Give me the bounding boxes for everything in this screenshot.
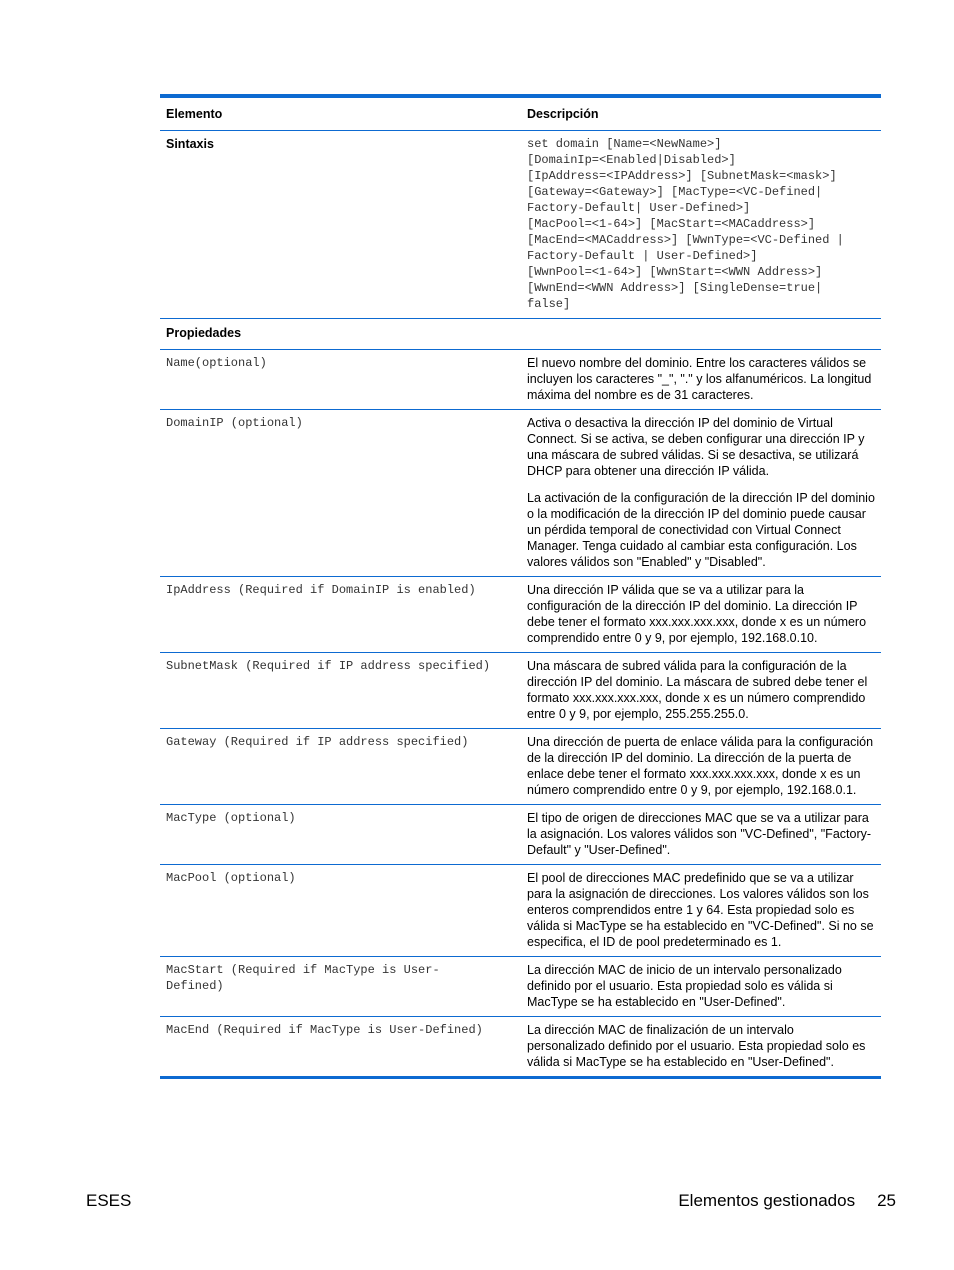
description-paragraph: Activa o desactiva la dirección IP del dominio de Virtual Connect. Si se activa, se deben configurar una dirección IP y una máscara de subred válidas. Si se desactiva, se utilizará DHCP para obtener una dirección IP válida. bbox=[527, 416, 865, 478]
description-paragraph: Una máscara de subred válida para la configuración de la dirección IP del dominio. La máscara de subred debe tener el formato xxx.xxx.xxx.xxx, donde x es un número comprendido entre 0 y 9, por ejemplo, 255.255.255.0. bbox=[527, 659, 868, 721]
description-paragraph: El nuevo nombre del dominio. Entre los caracteres válidos se incluyen los caracteres "_", "." y los alfanuméricos. La longitud máxima del nombre es de 31 caracteres. bbox=[527, 356, 872, 402]
property-description bbox=[521, 865, 881, 956]
table-row bbox=[160, 804, 881, 864]
property-description bbox=[521, 729, 881, 804]
column-header-element: Elemento bbox=[166, 107, 223, 121]
footer-section-title: Elementos gestionados bbox=[678, 1191, 856, 1210]
description-paragraph: El tipo de origen de direcciones MAC que se va a utilizar para la asignación. Los valores válidos son "VC-Defined", "Factory-Default" y "User-Defined". bbox=[527, 811, 872, 857]
property-name: MacType (optional) bbox=[166, 811, 296, 825]
property-description bbox=[521, 577, 881, 652]
property-name: MacStart (Required if MacType is User- Defined) bbox=[166, 963, 440, 993]
column-header-description: Descripción bbox=[527, 107, 599, 121]
table-row bbox=[160, 349, 881, 409]
properties-header-row bbox=[160, 318, 881, 349]
property-name: MacPool (optional) bbox=[166, 871, 296, 885]
syntax-code: set domain [Name=<NewName>] [DomainIp=<Enabled|Disabled>] [IpAddress=<IPAddress>] [SubnetMask=<mask>] [Gateway=<Gateway>] [MacType=<VC-Defined| Factory-Default| User-Defined>] [MacPool=<1-64>] [MacStart=<MACaddress>] [MacEnd=<MACaddress>] [WwnType=<VC-Defined | Factory-Default | User-Defined>] [WwnPool=<1-64>] [WwnStart=<WWN Address>] [WwnEnd=<WWN Address>] [SingleDense=true| false] bbox=[527, 137, 844, 311]
syntax-label: Sintaxis bbox=[166, 137, 214, 151]
footer-page-info bbox=[678, 1191, 896, 1211]
property-name: Gateway (Required if IP address specified) bbox=[166, 735, 469, 749]
property-description bbox=[521, 653, 881, 728]
property-name: SubnetMask (Required if IP address specified) bbox=[166, 659, 491, 673]
table-row bbox=[160, 576, 881, 652]
property-description bbox=[521, 805, 881, 864]
property-description bbox=[521, 957, 881, 1016]
table-row bbox=[160, 956, 881, 1016]
properties-table bbox=[160, 94, 881, 1079]
property-description bbox=[521, 350, 881, 409]
table-row bbox=[160, 728, 881, 804]
table-header-row bbox=[160, 98, 881, 130]
description-paragraph: El pool de direcciones MAC predefinido que se va a utilizar para la asignación de direcciones. Los valores válidos son los enteros comprendidos entre 1 y 64. Esta propiedad solo es válida si MacType se ha establecido en "VC-Defined". Si no se especifica, el ID de pool predeterminado es 1. bbox=[527, 871, 874, 949]
property-name: IpAddress (Required if DomainIP is enabled) bbox=[166, 583, 476, 597]
description-paragraph: Una dirección IP válida que se va a utilizar para la configuración de la dirección IP del dominio. La dirección IP debe tener el formato xxx.xxx.xxx.xxx, donde x es un número comprendido entre 0 y 9, por ejemplo, 192.168.0.10. bbox=[527, 583, 867, 645]
syntax-row bbox=[160, 130, 881, 318]
property-description bbox=[521, 1017, 881, 1076]
property-name: DomainIP (optional) bbox=[166, 416, 303, 430]
description-paragraph: La activación de la configuración de la dirección IP del dominio o la modificación de la dirección IP del dominio puede causar un pérdida temporal de conectividad con Virtual Connect Manager. Tenga cuidado al cambiar esta configuración. Los valores válidos son "Enabled" y "Disabled". bbox=[527, 491, 875, 569]
description-paragraph: La dirección MAC de finalización de un intervalo personalizado definido por el usuario. Esta propiedad solo es válida si MacType se ha establecido en "User-Defined". bbox=[527, 1023, 866, 1069]
table-row bbox=[160, 864, 881, 956]
footer-language-code: ESES bbox=[86, 1191, 132, 1210]
properties-label: Propiedades bbox=[166, 326, 242, 340]
property-name: MacEnd (Required if MacType is User-Defined) bbox=[166, 1023, 483, 1037]
property-description bbox=[521, 410, 881, 576]
property-name: Name(optional) bbox=[166, 356, 267, 370]
description-paragraph: La dirección MAC de inicio de un intervalo personalizado definido por el usuario. Esta propiedad solo es válida si MacType se ha establecido en "User-Defined". bbox=[527, 963, 842, 1009]
table-row bbox=[160, 1016, 881, 1076]
properties-empty-cell bbox=[521, 319, 881, 349]
table-row bbox=[160, 409, 881, 576]
table-row bbox=[160, 652, 881, 728]
footer-page-number: 25 bbox=[877, 1191, 896, 1210]
description-paragraph: Una dirección de puerta de enlace válida para la configuración de la dirección IP del dominio. La dirección de la puerta de enlace debe tener el formato xxx.xxx.xxx.xxx, donde x es un número comprendido entre 0 y 9, por ejemplo, 192.168.0.1. bbox=[527, 735, 874, 797]
